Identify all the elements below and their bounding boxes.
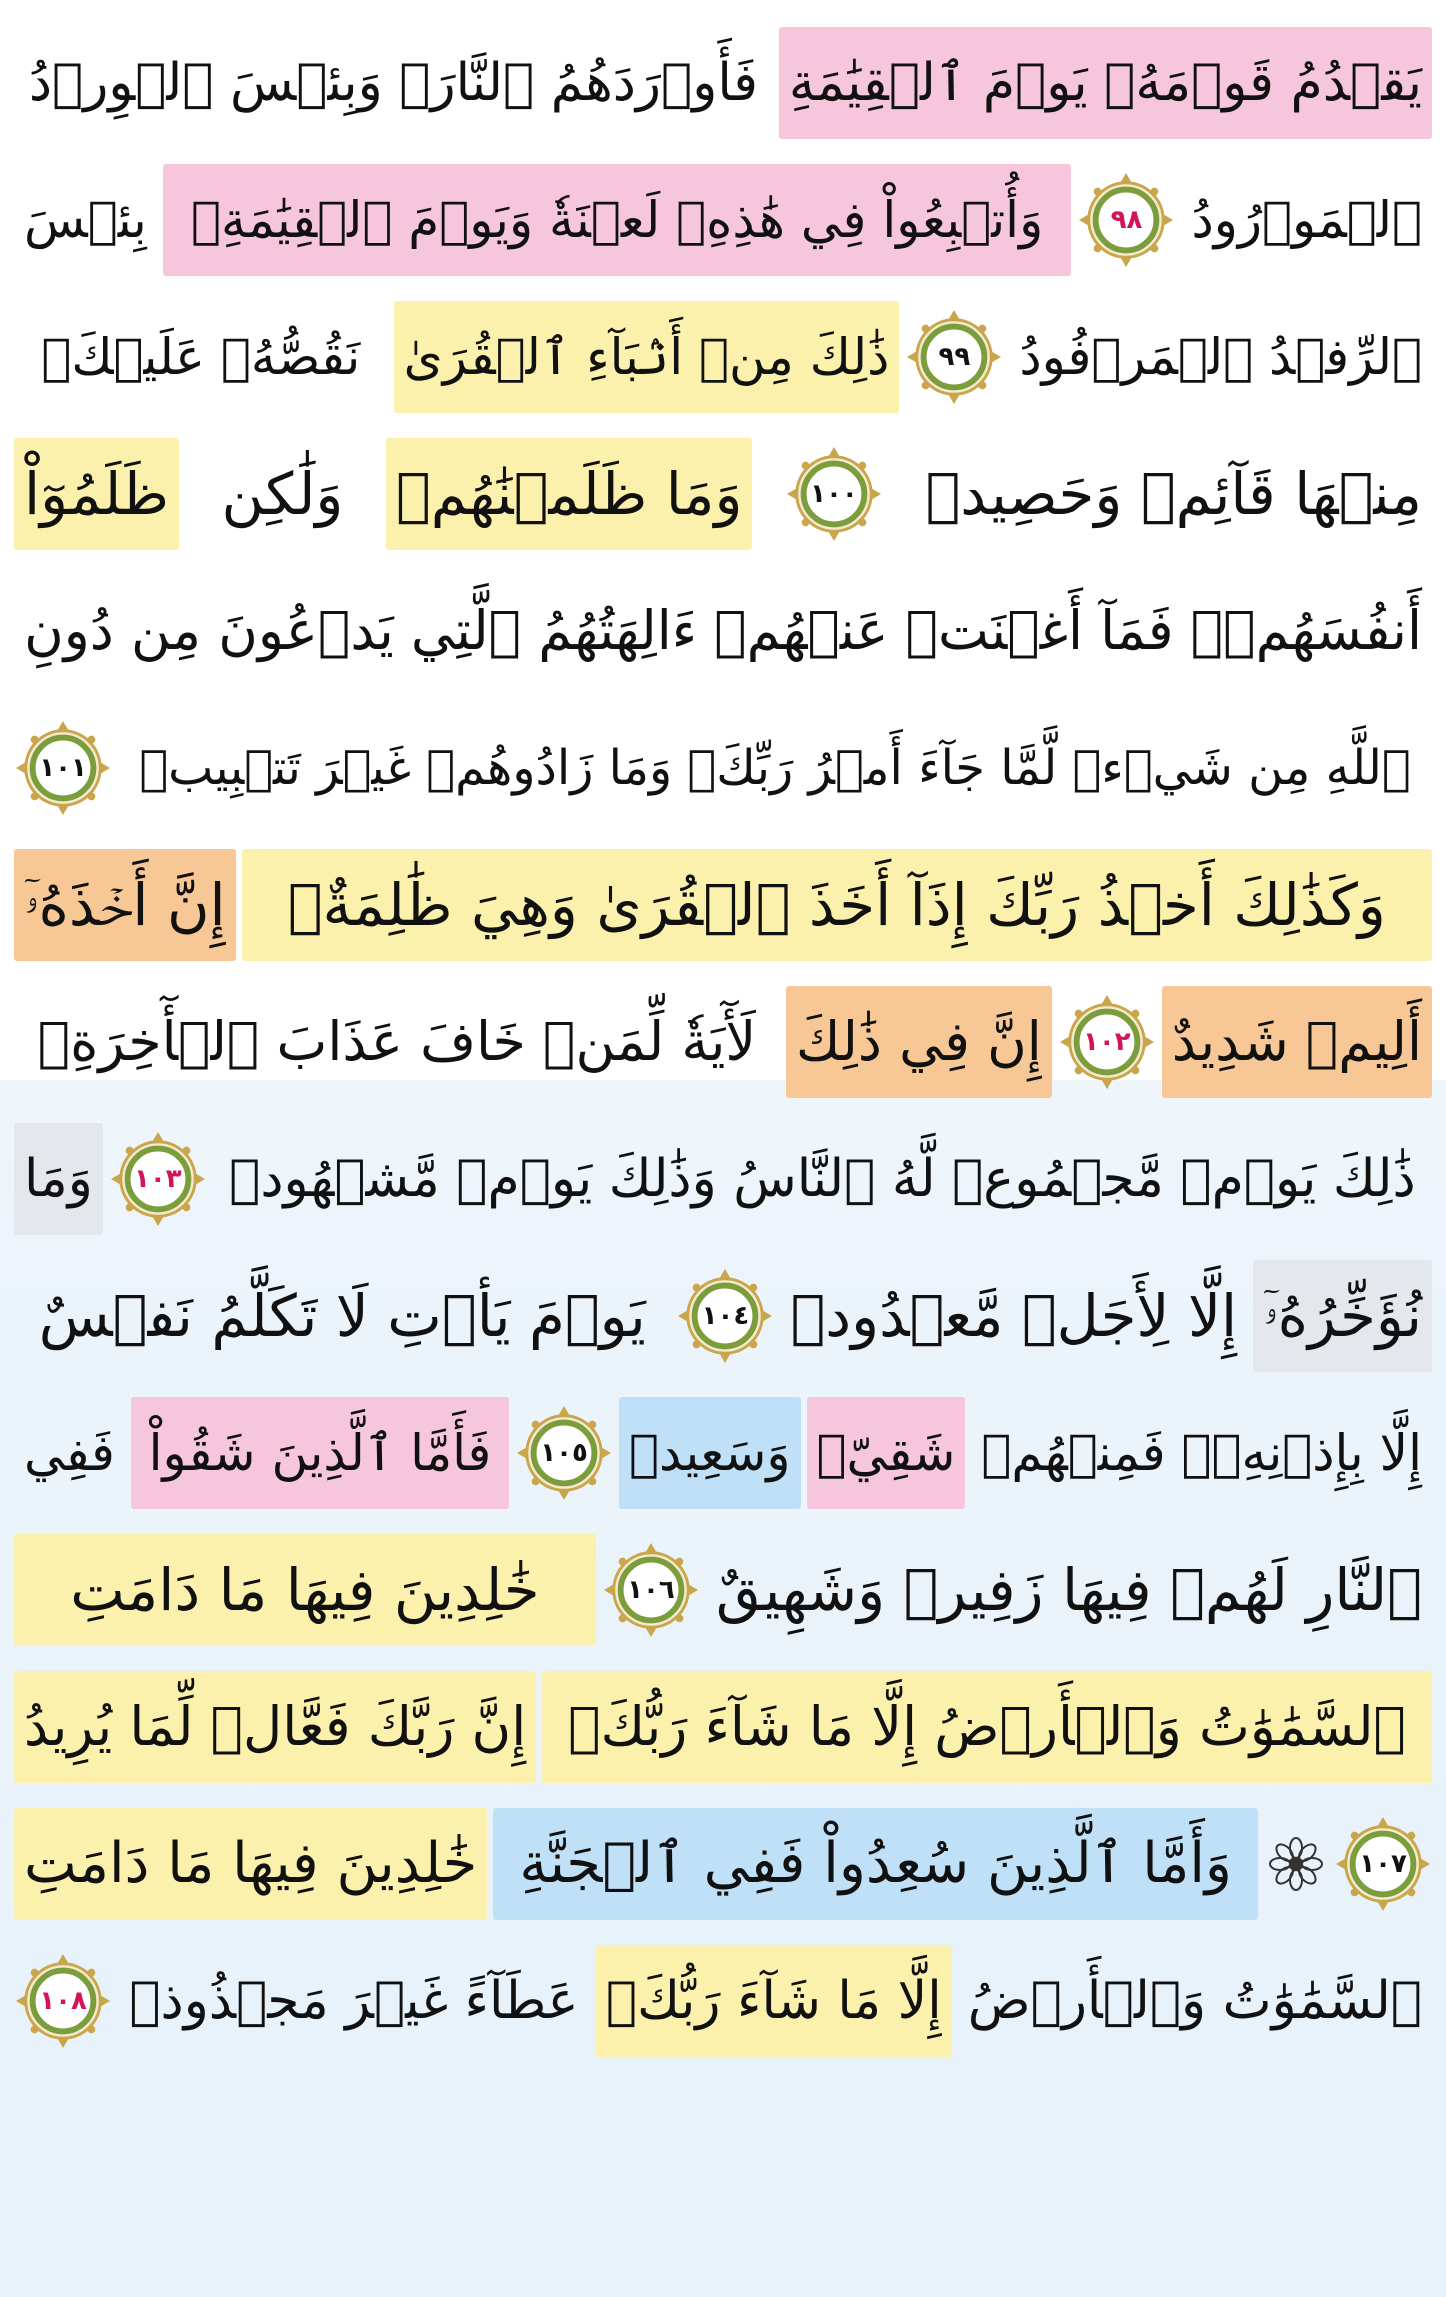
highlighted-phrase: وَسَعِيدٞ [619, 1397, 801, 1509]
verse-text: فَفِي [24, 1423, 115, 1482]
verse-number: ١٠٤ [701, 1300, 750, 1331]
verse-text: أَنفُسَهُمۡۖ فَمَآ أَغۡنَتۡ عَنۡهُمۡ ءَالِهَتُهُمُ ٱلَّتِي يَدۡعُونَ مِن دُونِ [24, 598, 1422, 662]
verse-text: مِنۡهَا قَآئِمٞ وَحَصِيدٞ [925, 459, 1422, 528]
highlighted-phrase: يَقۡدُمُ قَوۡمَهُۥ يَوۡمَ ٱلۡقِيَٰمَةِ [779, 27, 1432, 139]
verse-number-marker [515, 1404, 613, 1502]
verse-number: ١٠٨ [39, 1985, 87, 2016]
text-line [14, 425, 1432, 562]
verse-number: ١٠٥ [540, 1437, 588, 1468]
verse-number: ١٠٦ [627, 1574, 675, 1605]
text-line [14, 562, 1432, 699]
highlighted-phrase: ذَٰلِكَ مِنۡ أَنۢبَآءِ ٱلۡقُرَىٰ [394, 301, 900, 413]
verse-text: ٱللَّهِ مِن شَيۡءٖ لَّمَّا جَآءَ أَمۡرُ رَبِّكَۖ وَمَا زَادُوهُمۡ غَيۡرَ تَتۡبِيبٖ [139, 739, 1411, 796]
verse-text: إِلَّا لِأَجَلٖ مَّعۡدُودٖ [790, 1281, 1238, 1350]
verse-number-marker [676, 1267, 774, 1365]
text-line [14, 1658, 1432, 1795]
highlighted-phrase: ٱلسَّمَٰوَٰتُ وَٱلۡأَرۡضُ إِلَّا مَا شَآءَ رَبُّكَۚ [542, 1671, 1432, 1783]
text-line [14, 151, 1432, 288]
verse-number: ١٠٧ [1359, 1848, 1407, 1879]
highlighted-phrase: نُؤَخِّرُهُۥٓ [1253, 1260, 1432, 1372]
text-line [14, 1521, 1432, 1658]
highlighted-phrase: وَكَذَٰلِكَ أَخۡذُ رَبِّكَ إِذَآ أَخَذَ ٱلۡقُرَىٰ وَهِيَ ظَٰلِمَةٌۚ [242, 849, 1432, 961]
text-line [14, 1795, 1432, 1932]
text-line [14, 699, 1432, 836]
highlighted-phrase: إِنَّ أَخۡذَهُۥٓ [14, 849, 236, 961]
verse-number: ١٠٣ [134, 1163, 182, 1194]
verse-number: ٩٨ [1110, 204, 1143, 235]
verse-number-marker [785, 445, 883, 543]
verse-number-marker [602, 1541, 700, 1639]
highlighted-phrase: خَٰلِدِينَ فِيهَا مَا دَامَتِ [14, 1534, 596, 1646]
highlighted-phrase: إِنَّ رَبَّكَ فَعَّالٞ لِّمَا يُرِيدُ [14, 1671, 536, 1783]
text-line [14, 288, 1432, 425]
verse-text: ٱلۡمَوۡرُودُ [1191, 190, 1422, 249]
verse-number-marker [1334, 1815, 1432, 1913]
highlighted-phrase: وَمَا [14, 1123, 103, 1235]
verse-text: يَوۡمَ يَأۡتِ لَا تَكَلَّمُ نَفۡسٌ [38, 1281, 646, 1350]
verse-text: ٱلرِّفۡدُ ٱلۡمَرۡفُودُ [1019, 327, 1422, 386]
verse-number-marker [14, 1952, 112, 2050]
highlighted-phrase: إِنَّ فِي ذَٰلِكَ [786, 986, 1052, 1098]
highlighted-phrase: وَمَا ظَلَمۡنَٰهُمۡ [386, 438, 753, 550]
verse-text: ذَٰلِكَ يَوۡمٞ مَّجۡمُوعٞ لَّهُ ٱلنَّاسُ وَذَٰلِكَ يَوۡمٞ مَّشۡهُودٞ [229, 1148, 1416, 1209]
verse-number-marker [109, 1130, 207, 1228]
verse-number: ٩٩ [938, 341, 971, 372]
highlighted-phrase: خَٰلِدِينَ فِيهَا مَا دَامَتِ [14, 1808, 487, 1920]
verse-number-marker [1077, 171, 1175, 269]
quran-text-lines [14, 14, 1432, 2069]
verse-text: ٱلسَّمَٰوَٰتُ وَٱلۡأَرۡضُ [967, 1970, 1422, 2031]
highlighted-phrase: وَأُتۡبِعُواْ فِي هَٰذِهِۦ لَعۡنَةٗ وَيَوۡمَ ٱلۡقِيَٰمَةِۚ [163, 164, 1072, 276]
text-line [14, 836, 1432, 973]
verse-text: فَأَوۡرَدَهُمُ ٱلنَّارَۖ وَبِئۡسَ ٱلۡوِرۡدُ [28, 52, 759, 113]
highlighted-phrase: أَلِيمٞ شَدِيدٌ [1162, 986, 1432, 1098]
text-line [14, 1110, 1432, 1247]
highlighted-phrase: ظَلَمُوٓاْ [14, 438, 179, 550]
hizb-quarter-icon [1264, 1832, 1328, 1896]
verse-number: ١٠٠ [810, 478, 858, 509]
text-line [14, 973, 1432, 1110]
verse-number-marker [1058, 993, 1156, 1091]
verse-number: ١٠٢ [1082, 1026, 1131, 1057]
text-line [14, 1384, 1432, 1521]
highlighted-phrase: وَأَمَّا ٱلَّذِينَ سُعِدُواْ فَفِي ٱلۡجَنَّةِ [493, 1808, 1258, 1920]
verse-number-marker [14, 719, 112, 817]
verse-text: ٱلنَّارِ لَهُمۡ فِيهَا زَفِيرٞ وَشَهِيقٌ [715, 1555, 1422, 1624]
highlighted-phrase: شَقِيّٞ [807, 1397, 966, 1509]
verse-text: إِلَّا بِإِذۡنِهِۦۚ فَمِنۡهُمۡ [981, 1423, 1422, 1482]
verse-text: لَأٓيَةٗ لِّمَنۡ خَافَ عَذَابَ ٱلۡأٓخِرَةِۚ [37, 1009, 757, 1073]
verse-number-marker [905, 308, 1003, 406]
highlighted-phrase: فَأَمَّا ٱلَّذِينَ شَقُواْ [131, 1397, 509, 1509]
verse-text: نَقُصُّهُۥ عَلَيۡكَۖ [41, 327, 361, 386]
text-line [14, 1932, 1432, 2069]
text-line [14, 14, 1432, 151]
verse-text: بِئۡسَ [24, 190, 147, 249]
text-line [14, 1247, 1432, 1384]
verse-text: وَلَٰكِن [221, 459, 344, 528]
verse-number: ١٠١ [39, 752, 87, 783]
verse-text: عَطَآءً غَيۡرَ مَجۡذُوذٖ [129, 1970, 579, 2031]
highlighted-phrase: إِلَّا مَا شَآءَ رَبُّكَۖ [596, 1945, 952, 2057]
